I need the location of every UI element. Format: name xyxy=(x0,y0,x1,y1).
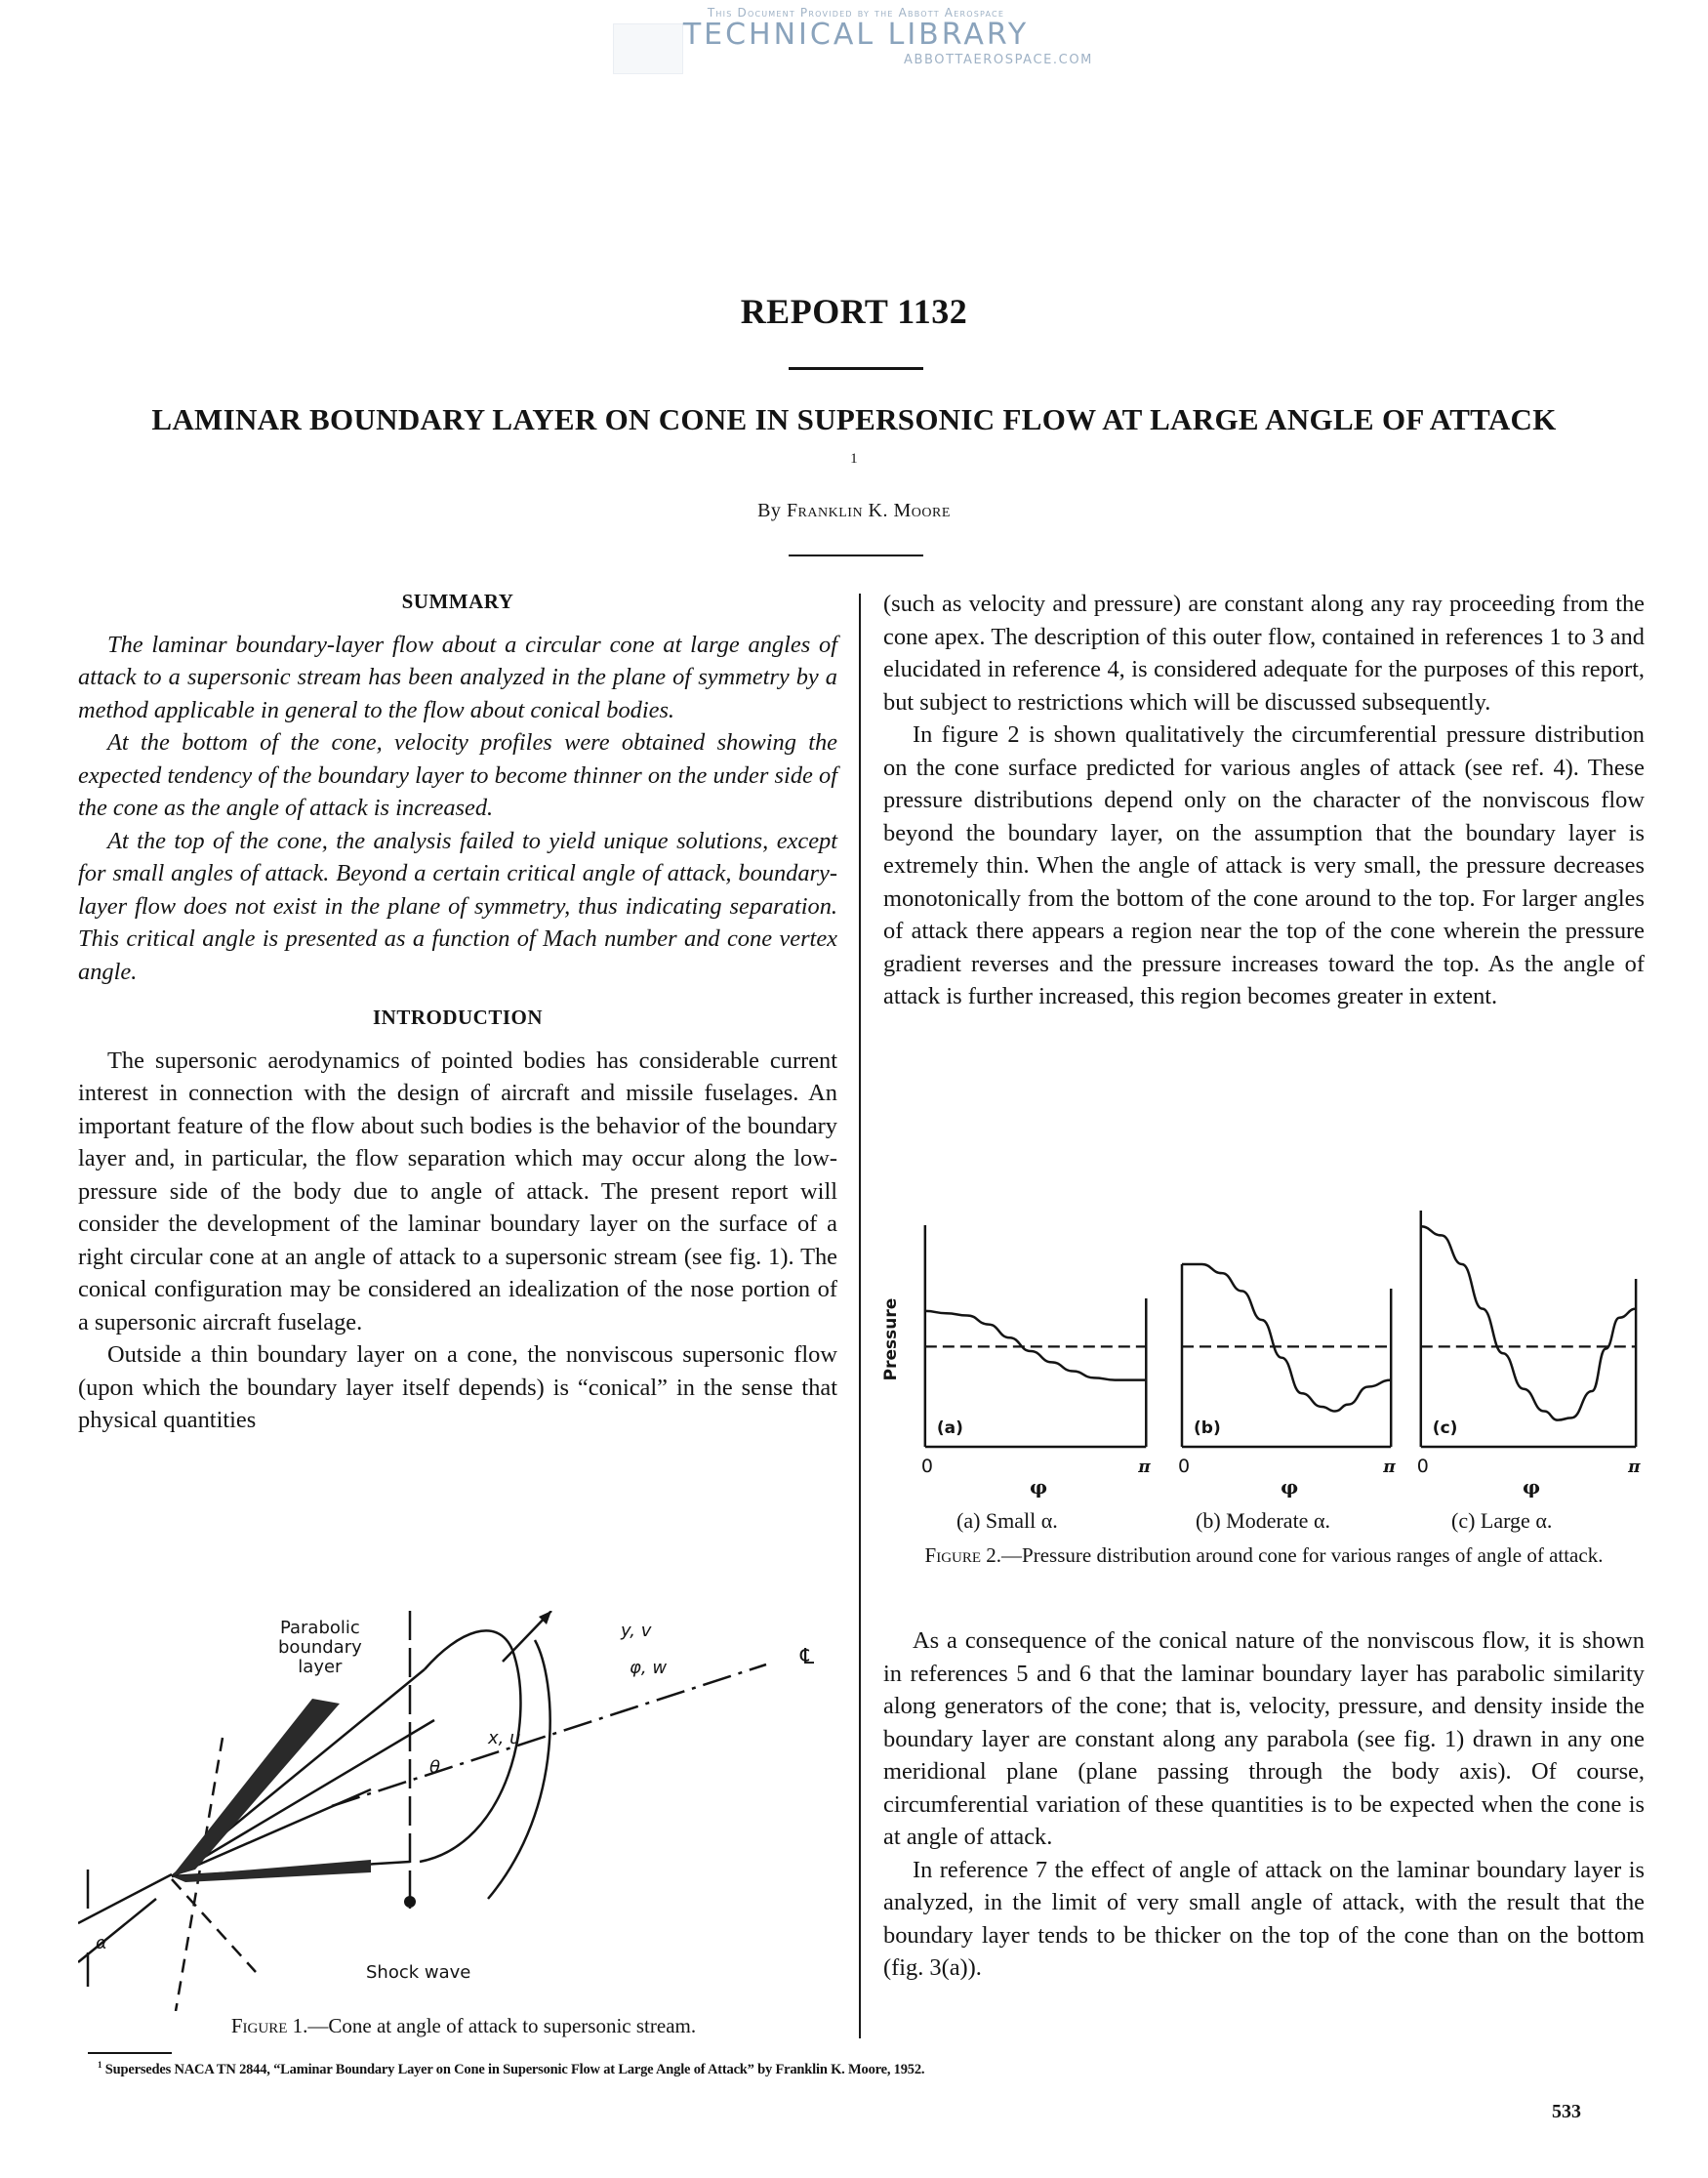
panel-b-xlabel: φ xyxy=(1281,1475,1299,1499)
panel-b-caption: (b) Moderate α. xyxy=(1196,1508,1330,1533)
shock-wave-lower-line xyxy=(172,1879,256,1972)
figure-1-caption-text: —Cone at angle of attack to supersonic stream. xyxy=(307,2014,697,2037)
phi-w-label: φ, w xyxy=(630,1658,668,1678)
boundary-layer-label-line: boundary xyxy=(278,1637,362,1658)
watermark-title: TECHNICAL LIBRARY xyxy=(682,18,1030,52)
page-number: 533 xyxy=(1552,2101,1581,2122)
footnote-text: Supersedes NACA TN 2844, “Laminar Boundary Layer on Cone in Supersonic Flow at Large Angle of Attack” by Franklin K. Moore, 1952. xyxy=(104,2061,925,2077)
footnote-rule xyxy=(88,2052,172,2054)
column-divider xyxy=(859,594,861,2038)
panel-c-caption: (c) Large α. xyxy=(1451,1508,1553,1533)
boundary-layer-label xyxy=(278,1619,362,1677)
figure-1-caption xyxy=(78,2011,849,2040)
figure-2-caption-prefix: Figure 2. xyxy=(924,1543,1002,1567)
free-stream-line-lower xyxy=(78,1899,156,1962)
free-stream-line-upper xyxy=(78,1874,172,1923)
theta-label: θ xyxy=(429,1757,441,1778)
panel-c-x-start-label: 0 xyxy=(1416,1456,1429,1477)
panel-a-caption: (a) Small α. xyxy=(956,1508,1058,1533)
continued-paragraph: (such as velocity and pressure) are constant along any ray proceeding from the cone apex. The description of this outer flow, contained in references 1 to 3 and elucidated in reference 4, is considered adequate for the purposes of this report, but subject to restrictions which will be discussed subsequently. xyxy=(883,591,1645,716)
shock-wave-label: Shock wave xyxy=(366,1962,471,1983)
footnote xyxy=(98,2060,1620,2078)
byline xyxy=(0,500,1708,522)
summary-paragraph: The laminar boundary-layer flow about a circular cone at large angles of attack to a supersonic stream has been analyzed in the plane of symmetry by a method applicable in general to the flow about conical bodies. xyxy=(78,631,837,723)
figure-2-ylabel: Pressure xyxy=(881,1297,901,1381)
panel-c-pressure-curve xyxy=(1421,1226,1636,1419)
panel-a-tag: (a) xyxy=(936,1418,963,1438)
watermark-url: ABBOTTAEROSPACE.COM xyxy=(903,53,1093,67)
panel-a-x-end-label: π xyxy=(1138,1458,1151,1477)
figure-2-caption xyxy=(883,1541,1645,1570)
cone-diagram xyxy=(78,1611,849,2011)
centerline-symbol: ℄ xyxy=(800,1645,815,1669)
byline-prefix: By xyxy=(757,500,782,521)
panel-b-x-end-label: π xyxy=(1383,1458,1396,1477)
left-column xyxy=(78,586,837,1437)
reference7-paragraph: In reference 7 the effect of angle of attack on the laminar boundary layer is analyzed, in the limit of very small angle of attack, with the result that the boundary layer tends to be thicker on the top of the cone than on the bottom (fig. 3(a)). xyxy=(883,1856,1645,1981)
x-u-label: x, u xyxy=(488,1728,521,1748)
conical-similarity-paragraph: As a consequence of the conical nature of the nonviscous flow, it is shown in references 5 and 6 that the laminar boundary layer has parabolic similarity along generators of the cone; that is, velocity, pressure, and density inside the boundary layer are constant along any parabola (see fig. 1) drawn in any one meridional plane (plane passing through the body axis). Of course, circumferential variation of these quantities is to be expected when the cone is at angle of attack. xyxy=(883,1627,1645,1850)
byline-rule xyxy=(789,555,923,556)
figure-2-plots xyxy=(883,1211,1645,1503)
report-number: REPORT 1132 xyxy=(740,292,968,331)
figure2-intro-paragraph: In figure 2 is shown qualitatively the circumferential pressure distribution on the cone surface predicted for various angles of attack (see ref. 4). These pressure distributions depend only on the character of the nonviscous flow beyond the boundary layer, on the assumption that the boundary layer is extremely thin. When the angle of attack is very small, the pressure decreases monotonically from the bottom of the cone around to the top. For larger angles of attack there appears a region near the top of the cone wherein the pressure gradient reverses and the pressure increases toward the top. As the angle of attack is further increased, this region becomes greater in extent. xyxy=(883,721,1645,1009)
panel-c-xlabel: φ xyxy=(1522,1475,1541,1499)
paper-title-text: LAMINAR BOUNDARY LAYER ON CONE IN SUPERSONIC FLOW AT LARGE ANGLE OF ATTACK xyxy=(151,402,1557,436)
panel-b-pressure-curve xyxy=(1182,1264,1391,1411)
footnote-mark: 1 xyxy=(98,2060,102,2070)
paper-title xyxy=(146,400,1562,483)
right-column-lower xyxy=(883,1624,1645,1985)
panel-b-x-start-label: 0 xyxy=(1178,1456,1191,1477)
panel-a-pressure-curve xyxy=(925,1311,1146,1380)
figure-1 xyxy=(78,1611,849,2060)
boundary-layer-label-line: layer xyxy=(298,1657,343,1677)
panel-c-tag: (c) xyxy=(1432,1418,1458,1438)
panel-a-xlabel: φ xyxy=(1030,1475,1048,1499)
introduction-paragraph: Outside a thin boundary layer on a cone, the nonviscous supersonic flow (upon which the boundary layer itself depends) is “conical” in the sense that physical quantities xyxy=(78,1341,837,1433)
boundary-layer-label-line: Parabolic xyxy=(279,1618,360,1638)
panel-c-x-end-label: π xyxy=(1628,1458,1641,1477)
summary-heading: SUMMARY xyxy=(401,590,514,613)
title-footnote-mark[interactable]: 1 xyxy=(850,451,858,467)
introduction-paragraph: The supersonic aerodynamics of pointed bodies has considerable current interest in connection with the design of aircraft and missile fuselages. An important feature of the flow about such bodies is the behavior of the boundary layer and, in particular, the flow separation which may occur along the low-pressure side of the body due to angle of attack. The present report will consider the development of the laminar boundary layer on the surface of a right circular cone at an angle of attack to a supersonic stream (see fig. 1). The conical configuration may be considered an idealization of the nose portion of a supersonic aircraft fuselage. xyxy=(78,1047,837,1336)
boundary-layer-upper xyxy=(172,1699,340,1876)
figure-2-caption-text: —Pressure distribution around cone for various ranges of angle of attack. xyxy=(1001,1543,1604,1567)
summary-paragraph: At the bottom of the cone, velocity profiles were obtained showing the expected tendency of the boundary layer to become thinner on the under side of the cone as the angle of attack is increased. xyxy=(78,729,837,821)
figure-2 xyxy=(883,1211,1645,1621)
right-column xyxy=(883,588,1645,1013)
phi-origin-dot xyxy=(404,1896,416,1908)
introduction-heading: INTRODUCTION xyxy=(372,1006,544,1029)
summary-paragraph: At the top of the cone, the analysis failed to yield unique solutions, except for small angles of attack. Beyond a certain critical angle of attack, boundary-layer flow does not exist in the plane of symmetry, thus indicating separation. This critical angle is presented as a function of Mach number and cone vertex angle. xyxy=(78,827,837,985)
y-v-label: y, v xyxy=(621,1621,652,1641)
panel-b-tag: (b) xyxy=(1194,1418,1221,1438)
panel-a-x-start-label: 0 xyxy=(920,1456,933,1477)
alpha-label: α xyxy=(96,1933,107,1953)
watermark-provider-text: This Document Provided by the Abbott Aerospace xyxy=(707,6,1005,20)
author-name: Franklin K. Moore xyxy=(786,500,951,521)
figure-1-caption-prefix: Figure 1. xyxy=(230,2014,308,2037)
title-rule xyxy=(789,367,923,370)
